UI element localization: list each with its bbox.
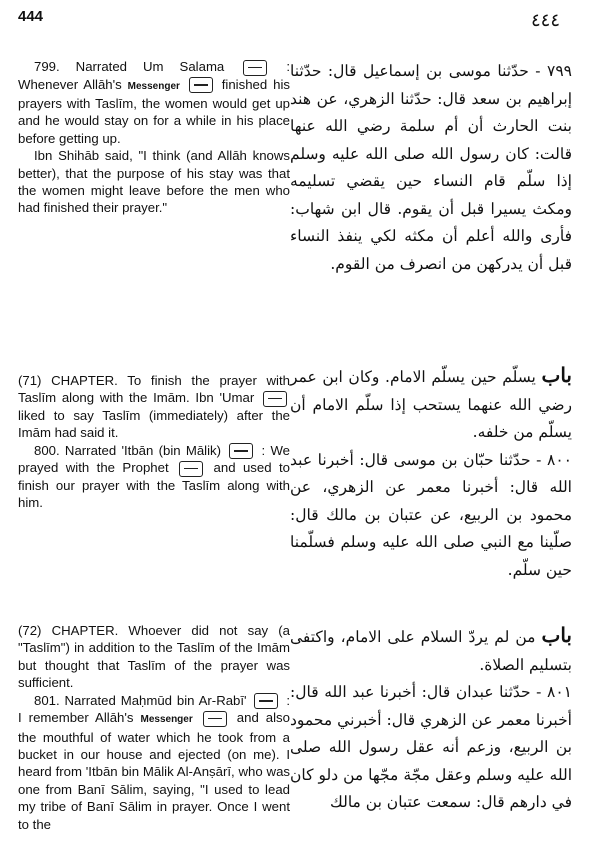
hadith-800-intro: 800. Narrated 'Itbān (bin Mālik) [34, 442, 221, 458]
salutation-glyph-icon [229, 443, 253, 459]
salutation-glyph-icon [203, 711, 227, 727]
chapter-71-arabic-text: يسلّم حين يسلّم الامام. وكان ابن عمر رضي الله عنهما يستحب إذا سلّم الامام أن يسلّم من خلفه. [290, 368, 572, 441]
messenger-label: Messenger [127, 80, 180, 92]
hadith-799-text-b: finished his prayers with Taslīm, the women would get up and he would stay on for a while in his place before getting up. [18, 76, 290, 146]
hadith-799-english [18, 58, 290, 217]
salutation-glyph-icon [254, 693, 278, 709]
salutation-glyph-icon [189, 77, 213, 93]
chapter-71-heading: (71) CHAPTER. To finish the prayer with Taslīm along with the Imām. Ibn 'Umar [18, 373, 290, 406]
chapter-72-arabic [290, 622, 572, 817]
hadith-800-text-a: : We prayed with the Prophet [18, 442, 290, 476]
messenger-label: Messenger [140, 714, 193, 726]
hadith-799-intro: 799. Narrated Um Salama [34, 59, 225, 74]
hadith-801-arabic-text: ٨٠١ - حدّثنا عبدان قال: أخبرنا عبد الله قال: أخبرنا معمر عن الزهري قال: أخبرني محمود بن الربيع، وزعم أنه عقل رسول الله صلى الله عليه وسلم وعقل مجّة مجّها من دلو كان في دارهم قال: سمعت عتبان بن مالك [290, 683, 572, 811]
hadith-799-ibn-shihab: Ibn Shihāb said, "I think (and Allāh knows better), that the purpose of his stay was that the women might leave before the men who had finished their prayer." [18, 148, 290, 216]
page-number-arabic: ٤٤٤ [530, 10, 560, 30]
salutation-glyph-icon [263, 391, 287, 407]
chapter-72-arabic-text: من لم يردّ السلام على الامام، واكتفى بتسليم الصلاة. [290, 628, 572, 674]
hadith-800-arabic-text: ٨٠٠ - حدّثنا حبّان بن موسى قال: أخبرنا عبد الله قال: أخبرنا معمر عن الزهري، عن محمود بن الربيع، عن عتبان بن مالك قال: صلّينا مع النبي صلى الله عليه وسلم فسلّمنا حين سلّم. [290, 450, 572, 579]
chapter-71-english [18, 372, 290, 512]
chapter-72-heading: (72) CHAPTER. Whoever did not say (a "Taslīm") in addition to the Taslīm of the Imām but thought that Taslīm of the prayer was sufficient. [18, 623, 290, 691]
bab-heading-word: باب [541, 623, 572, 647]
hadith-801-text-a: : I remember Allāh's [18, 692, 290, 726]
bab-heading-word: باب [541, 363, 572, 387]
chapter-71-text: liked to say Taslīm (immediately) after the Imām had said it. [18, 407, 290, 441]
salutation-glyph-icon [179, 461, 203, 477]
hadith-801-text-b: and also the mouthful of water which he took from a bucket in our house and ejected (on me). I heard from 'Itbān bin Mālik Al-Anṣārī, who was one from Banī Sālim, saying, "I used to lead my tribe of Banī Sālim in prayer. Once I went to the [18, 710, 290, 832]
hadith-799-arabic-text: ٧٩٩ - حدّثنا موسى بن إسماعيل قال: حدّثنا إبراهيم بن سعد قال: حدّثنا الزهري، عن هند بنت الحارث أن أم سلمة رضي الله عنها قالت: كان رسول الله صلى الله عليه وسلم إذا سلّم قام النساء حين يقضي تسليمه ومكث يسيرا قبل أن يقوم. قال ابن شهاب: فأرى والله أعلم أن مكثه لكي ينفذ النساء قبل أن يدركهن من انصرف من القوم. [290, 62, 572, 273]
hadith-799-text-a: : Whenever Allāh's [18, 59, 290, 92]
chapter-72-english [18, 622, 290, 833]
hadith-801-intro: 801. Narrated Maḥmūd bin Ar-Rabī' [34, 692, 247, 708]
chapter-71-arabic [290, 362, 572, 584]
salutation-glyph-icon [243, 60, 267, 76]
hadith-800-text-b: and used to finish our prayer with the Taslīm along with him. [18, 460, 291, 511]
page-number-english: 444 [18, 8, 44, 25]
hadith-799-arabic [290, 58, 572, 278]
